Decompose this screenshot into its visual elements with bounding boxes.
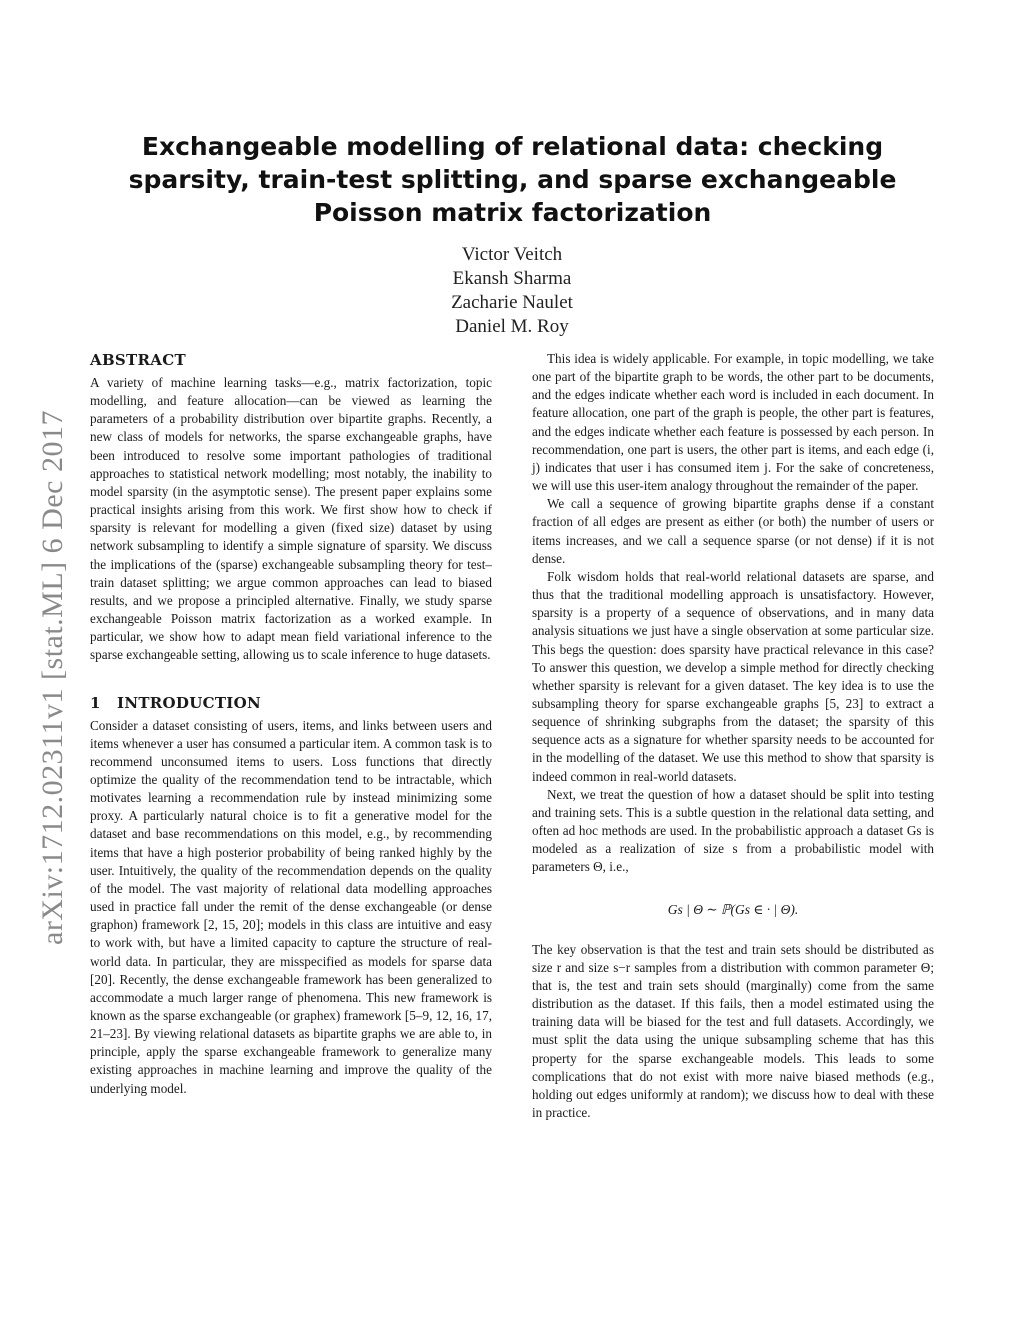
author-name: Ekansh Sharma <box>452 268 572 289</box>
section-title: INTRODUCTION <box>117 693 262 712</box>
intro-paragraph-4: Folk wisdom holds that real-world relational datasets are sparse, and thus that the traditional modelling approach is unsatisfactory. However, sparsity is a property of a sequence of observations, and in many data analysis situations we just have a single observation at some particular size. This begs the question: does sparsity have practical relevance in this case? To answer this question, we develop a simple method for directly checking whether sparsity is relevant for a given dataset. The key idea is to use the subsampling theory for sparse exchangeable graphs [5, 23] to extract a sequence of shrinking subgraphs from the dataset; the sparsity of this sequence acts as a signature for whether sparsity needs to be accounted for in the modelling of the dataset. We use this method to show that sparsity is indeed common in real-world datasets. <box>532 568 934 784</box>
intro-paragraph-1: Consider a dataset consisting of users, items, and links between users and items whenever a user has consumed a particular item. A common task is to recommend unconsumed items to users. Loss functions that directly optimize the quality of the recommendation tend to be intractable, which motivates learning a recommendation rule by instead minimizing some proxy. A particularly natural choice is to fit a generative model for the dataset and base recommendations on this model, e.g., by recommending items that have a high posterior probability of being ranked highly by the user. Intuitively, the quality of the recommendation depends on the quality of the model. The vast majority of relational data modelling approaches used in practice fall under the remit of the dense exchangeable (or dense graphon) framework [2, 15, 20]; models in this class are intuitive and easy to work with, but have a limited capacity to capture the structure of real-world data. In particular, they are misspecified as models for sparse data [20]. Recently, the dense exchangeable framework has been generalized to accommodate a much larger range of phenomena. This new framework is known as the sparse exchangeable (or graphex) framework [5–9, 12, 16, 17, 21–23]. By viewing relational datasets as bipartite graphs we are able to, in principle, apply the sparse exchangeable framework to generalize many existing approaches in machine learning and improve the quality of the underlying model. <box>90 717 492 1096</box>
author-name: Daniel M. Roy <box>455 316 569 337</box>
section-number: 1 <box>90 693 101 712</box>
author-list <box>312 243 712 339</box>
equation: Gs | Θ ∼ ℙ(Gs ∈ · | Θ). <box>667 901 799 917</box>
author-name: Victor Veitch <box>461 244 563 265</box>
author-name: Zacharie Naulet <box>451 292 573 313</box>
intro-paragraph-3: We call a sequence of growing bipartite graphs dense if a constant fraction of all edges are present as either (or both) the number of users or items increases, and we call a sequence sparse (or not dense) if it is not dense. <box>532 496 934 566</box>
intro-paragraph-5: Next, we treat the question of how a dataset should be split into testing and training sets. This is a subtle question in the relational data setting, and often ad hoc methods are used. In the probabilistic approach a dataset Gs is modeled as a realization of size s from a probabilistic model with parameters Θ, i.e., <box>532 786 934 875</box>
abstract-text: A variety of machine learning tasks—e.g., matrix factorization, topic modelling, and feature allocation—can be viewed as learning the parameters of a probability distribution over bipartite graphs. Recently, a new class of models for networks, the sparse exchangeable graphs, have been introduced to resolve some important pathologies of traditional approaches to statistical network modelling; most notably, the inability to model sparsity (in the asymptotic sense). The present paper explains some practical insights arising from this work. We first show how to check if sparsity is relevant for modelling a given (fixed size) dataset by using network subsampling to identify a simple signature of sparsity. We discuss the implications of the (sparse) exchangeable subsampling theory for test–train dataset splitting; we argue common approaches can lead to biased results, and we propose a principled alternative. Finally, we study sparse exchangeable Poisson matrix factorization as a worked example. In particular, we show how to adapt mean field variational inference to the sparse exchangeable setting, allowing us to scale inference to huge datasets. <box>90 375 492 663</box>
intro-paragraph-2: This idea is widely applicable. For example, in topic modelling, we take one part of the bipartite graph to be words, the other part to be documents, and the edges indicate whether each word is included in each document. In feature allocation, one part of the graph is people, the other part is features, and the edges indicate whether each feature is possessed by each person. In recommendation, one part is users, the other part is items, and each edge (i, j) indicates that user i has consumed item j. For the sake of concreteness, we will use this user-item analogy throughout the remainder of the paper. <box>532 351 934 494</box>
introduction-heading <box>90 693 492 713</box>
intro-paragraph-6: The key observation is that the test and train sets should be distributed as size r and size s−r samples from a distribution with common parameter Θ; that is, the test and train sets should (marginally) come from the same distribution as the dataset. If this fails, then a model estimated using the training data will be biased for the test and full datasets. Accordingly, we must split the data using the unique subsampling scheme that has this property for the sparse exchangeable models. This leads to some complications that do not exist with more naive biased methods (e.g., holding out edges uniformly at random); we discuss how to deal with these in practice. <box>532 941 934 1121</box>
left-column <box>90 350 492 1098</box>
right-column <box>532 350 934 1122</box>
paper-title: Exchangeable modelling of relational data: checking sparsity, train-test splitting, and sparse exchangeable Poisson matrix factorization <box>128 132 897 227</box>
arxiv-side-stamp: arXiv:1712.02311v1 [stat.ML] 6 Dec 2017 <box>36 410 69 945</box>
abstract-heading: ABSTRACT <box>90 351 186 369</box>
